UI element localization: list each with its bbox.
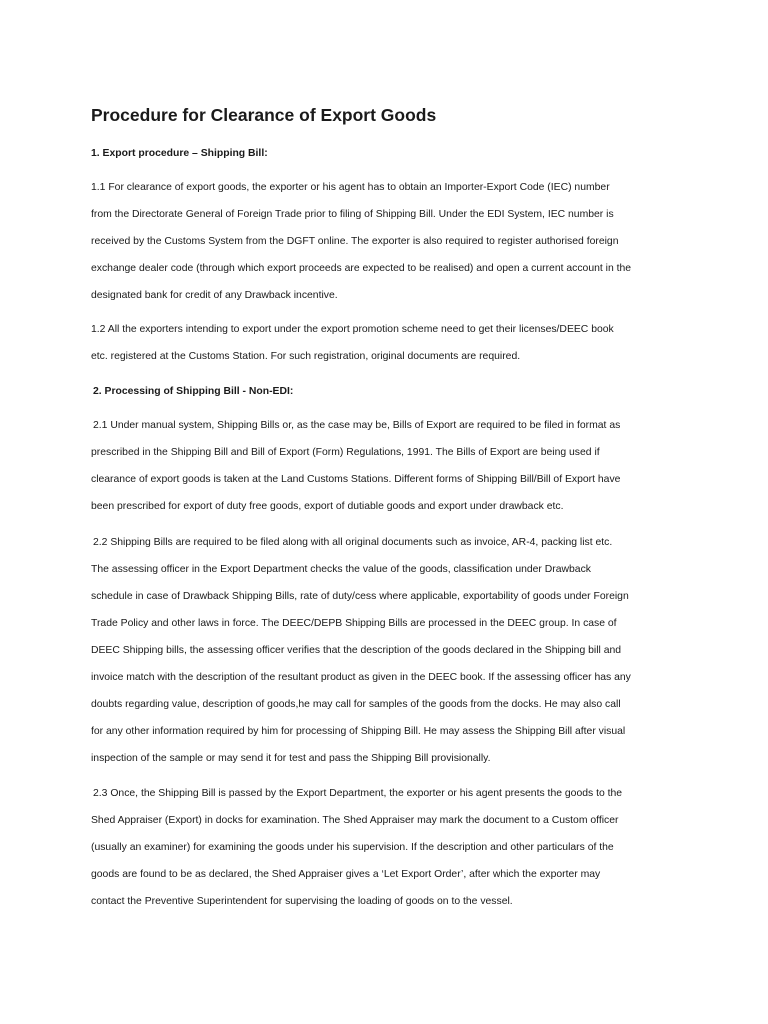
- paragraph-2-2-line: inspection of the sample or may send it for test and pass the Shipping Bill provisionally.: [91, 753, 491, 764]
- paragraph-2-2-line: DEEC Shipping bills, the assessing officer verifies that the description of the goods declared in the Shipping bill and: [91, 645, 622, 656]
- paragraph-2-2-line: 2.2 Shipping Bills are required to be filed along with all original documents such as invoice, AR-4, packing list etc.: [93, 537, 613, 548]
- paragraph-1-1-line: received by the Customs System from the DGFT online. The exporter is also required to register authorised foreign: [91, 236, 619, 247]
- paragraph-1-2-line: 1.2 All the exporters intending to export under the export promotion scheme need to get their licenses/DEEC book: [91, 324, 614, 335]
- paragraph-2-3-line: contact the Preventive Superintendent for supervising the loading of goods on to the vessel.: [91, 896, 513, 907]
- paragraph-2-2-line: schedule in case of Drawback Shipping Bills, rate of duty/cess where applicable, exportability of goods under Foreign: [91, 591, 629, 602]
- paragraph-2-2-line: for any other information required by him for processing of Shipping Bill. He may assess the Shipping Bill after visual: [91, 726, 626, 737]
- paragraph-2-2-line: The assessing officer in the Export Department checks the value of the goods, classification under Drawback: [91, 564, 591, 575]
- paragraph-1-1-line: designated bank for credit of any Drawback incentive.: [91, 290, 338, 301]
- paragraph-1-1-line: exchange dealer code (through which export proceeds are expected to be realised) and open a current account in the: [91, 263, 632, 274]
- paragraph-1-1-line: 1.1 For clearance of export goods, the exporter or his agent has to obtain an Importer-Export Code (IEC) number: [91, 182, 610, 193]
- paragraph-2-1-line: clearance of export goods is taken at the Land Customs Stations. Different forms of Shipping Bill/Bill of Export have: [91, 474, 621, 485]
- paragraph-2-1-line: prescribed in the Shipping Bill and Bill of Export (Form) Regulations, 1991. The Bills of Export are being used if: [91, 447, 600, 458]
- paragraph-2-3-line: (usually an examiner) for examining the goods under his supervision. If the description and other particulars of the: [91, 842, 614, 853]
- section-heading-2: 2. Processing of Shipping Bill - Non-EDI:: [93, 386, 294, 397]
- paragraph-1-2-line: etc. registered at the Customs Station. For such registration, original documents are required.: [91, 351, 521, 362]
- paragraph-1-1-line: from the Directorate General of Foreign Trade prior to filing of Shipping Bill. Under the EDI System, IEC number is: [91, 209, 614, 220]
- paragraph-2-1-line: been prescribed for export of duty free goods, export of dutiable goods and export under drawback etc.: [91, 501, 564, 512]
- paragraph-2-2-line: invoice match with the description of the resultant product as given in the DEEC book. If the assessing officer has any: [91, 672, 631, 683]
- paragraph-2-3-line: Shed Appraiser (Export) in docks for examination. The Shed Appraiser may mark the document to a Custom officer: [91, 815, 619, 826]
- paragraph-2-3-line: goods are found to be as declared, the Shed Appraiser gives a ‘Let Export Order’, after which the exporter may: [91, 869, 601, 880]
- paragraph-2-3-line: 2.3 Once, the Shipping Bill is passed by the Export Department, the exporter or his agent presents the goods to the: [93, 788, 623, 799]
- paragraph-2-2-line: doubts regarding value, description of goods,he may call for samples of the goods from the docks. He may also call: [91, 699, 621, 710]
- document-title: Procedure for Clearance of Export Goods: [91, 105, 437, 125]
- paragraph-2-2-line: Trade Policy and other laws in force. The DEEC/DEPB Shipping Bills are processed in the DEEC group. In case of: [91, 618, 617, 629]
- section-heading-1: 1. Export procedure – Shipping Bill:: [91, 148, 268, 159]
- paragraph-2-1-line: 2.1 Under manual system, Shipping Bills or, as the case may be, Bills of Export are required to be filed in format as: [93, 420, 621, 431]
